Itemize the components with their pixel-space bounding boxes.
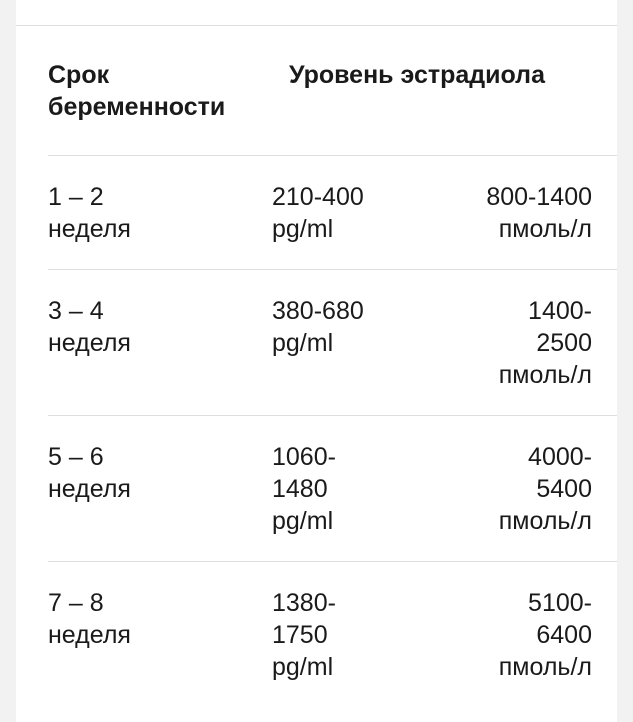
pg-ml-cell: 380-680 pg/ml: [272, 297, 364, 357]
row-divider: [48, 561, 617, 562]
pg-ml-cell: 1060- 1480 pg/ml: [272, 443, 336, 535]
header-gestation-period: Срок беременности: [48, 61, 226, 121]
period-cell: 1 – 2 неделя: [48, 183, 131, 243]
row-divider: [48, 415, 617, 416]
period-cell: 3 – 4 неделя: [48, 297, 131, 357]
row-divider: [48, 155, 617, 156]
pmol-l-cell: 1400- 2500 пмоль/л: [498, 297, 592, 389]
table-top-divider: [16, 25, 617, 26]
pmol-l-cell: 4000- 5400 пмоль/л: [498, 443, 592, 535]
pg-ml-cell: 1380- 1750 pg/ml: [272, 589, 336, 681]
period-cell: 7 – 8 неделя: [48, 589, 131, 649]
period-cell: 5 – 6 неделя: [48, 443, 131, 503]
pmol-l-cell: 5100- 6400 пмоль/л: [498, 589, 592, 681]
right-page-margin: [617, 0, 633, 722]
left-page-margin: [0, 0, 16, 722]
pg-ml-cell: 210-400 pg/ml: [272, 183, 364, 243]
pmol-l-cell: 800-1400 пмоль/л: [486, 183, 592, 243]
header-estradiol-level: Уровень эстрадиола: [289, 61, 545, 89]
row-divider: [48, 269, 617, 270]
